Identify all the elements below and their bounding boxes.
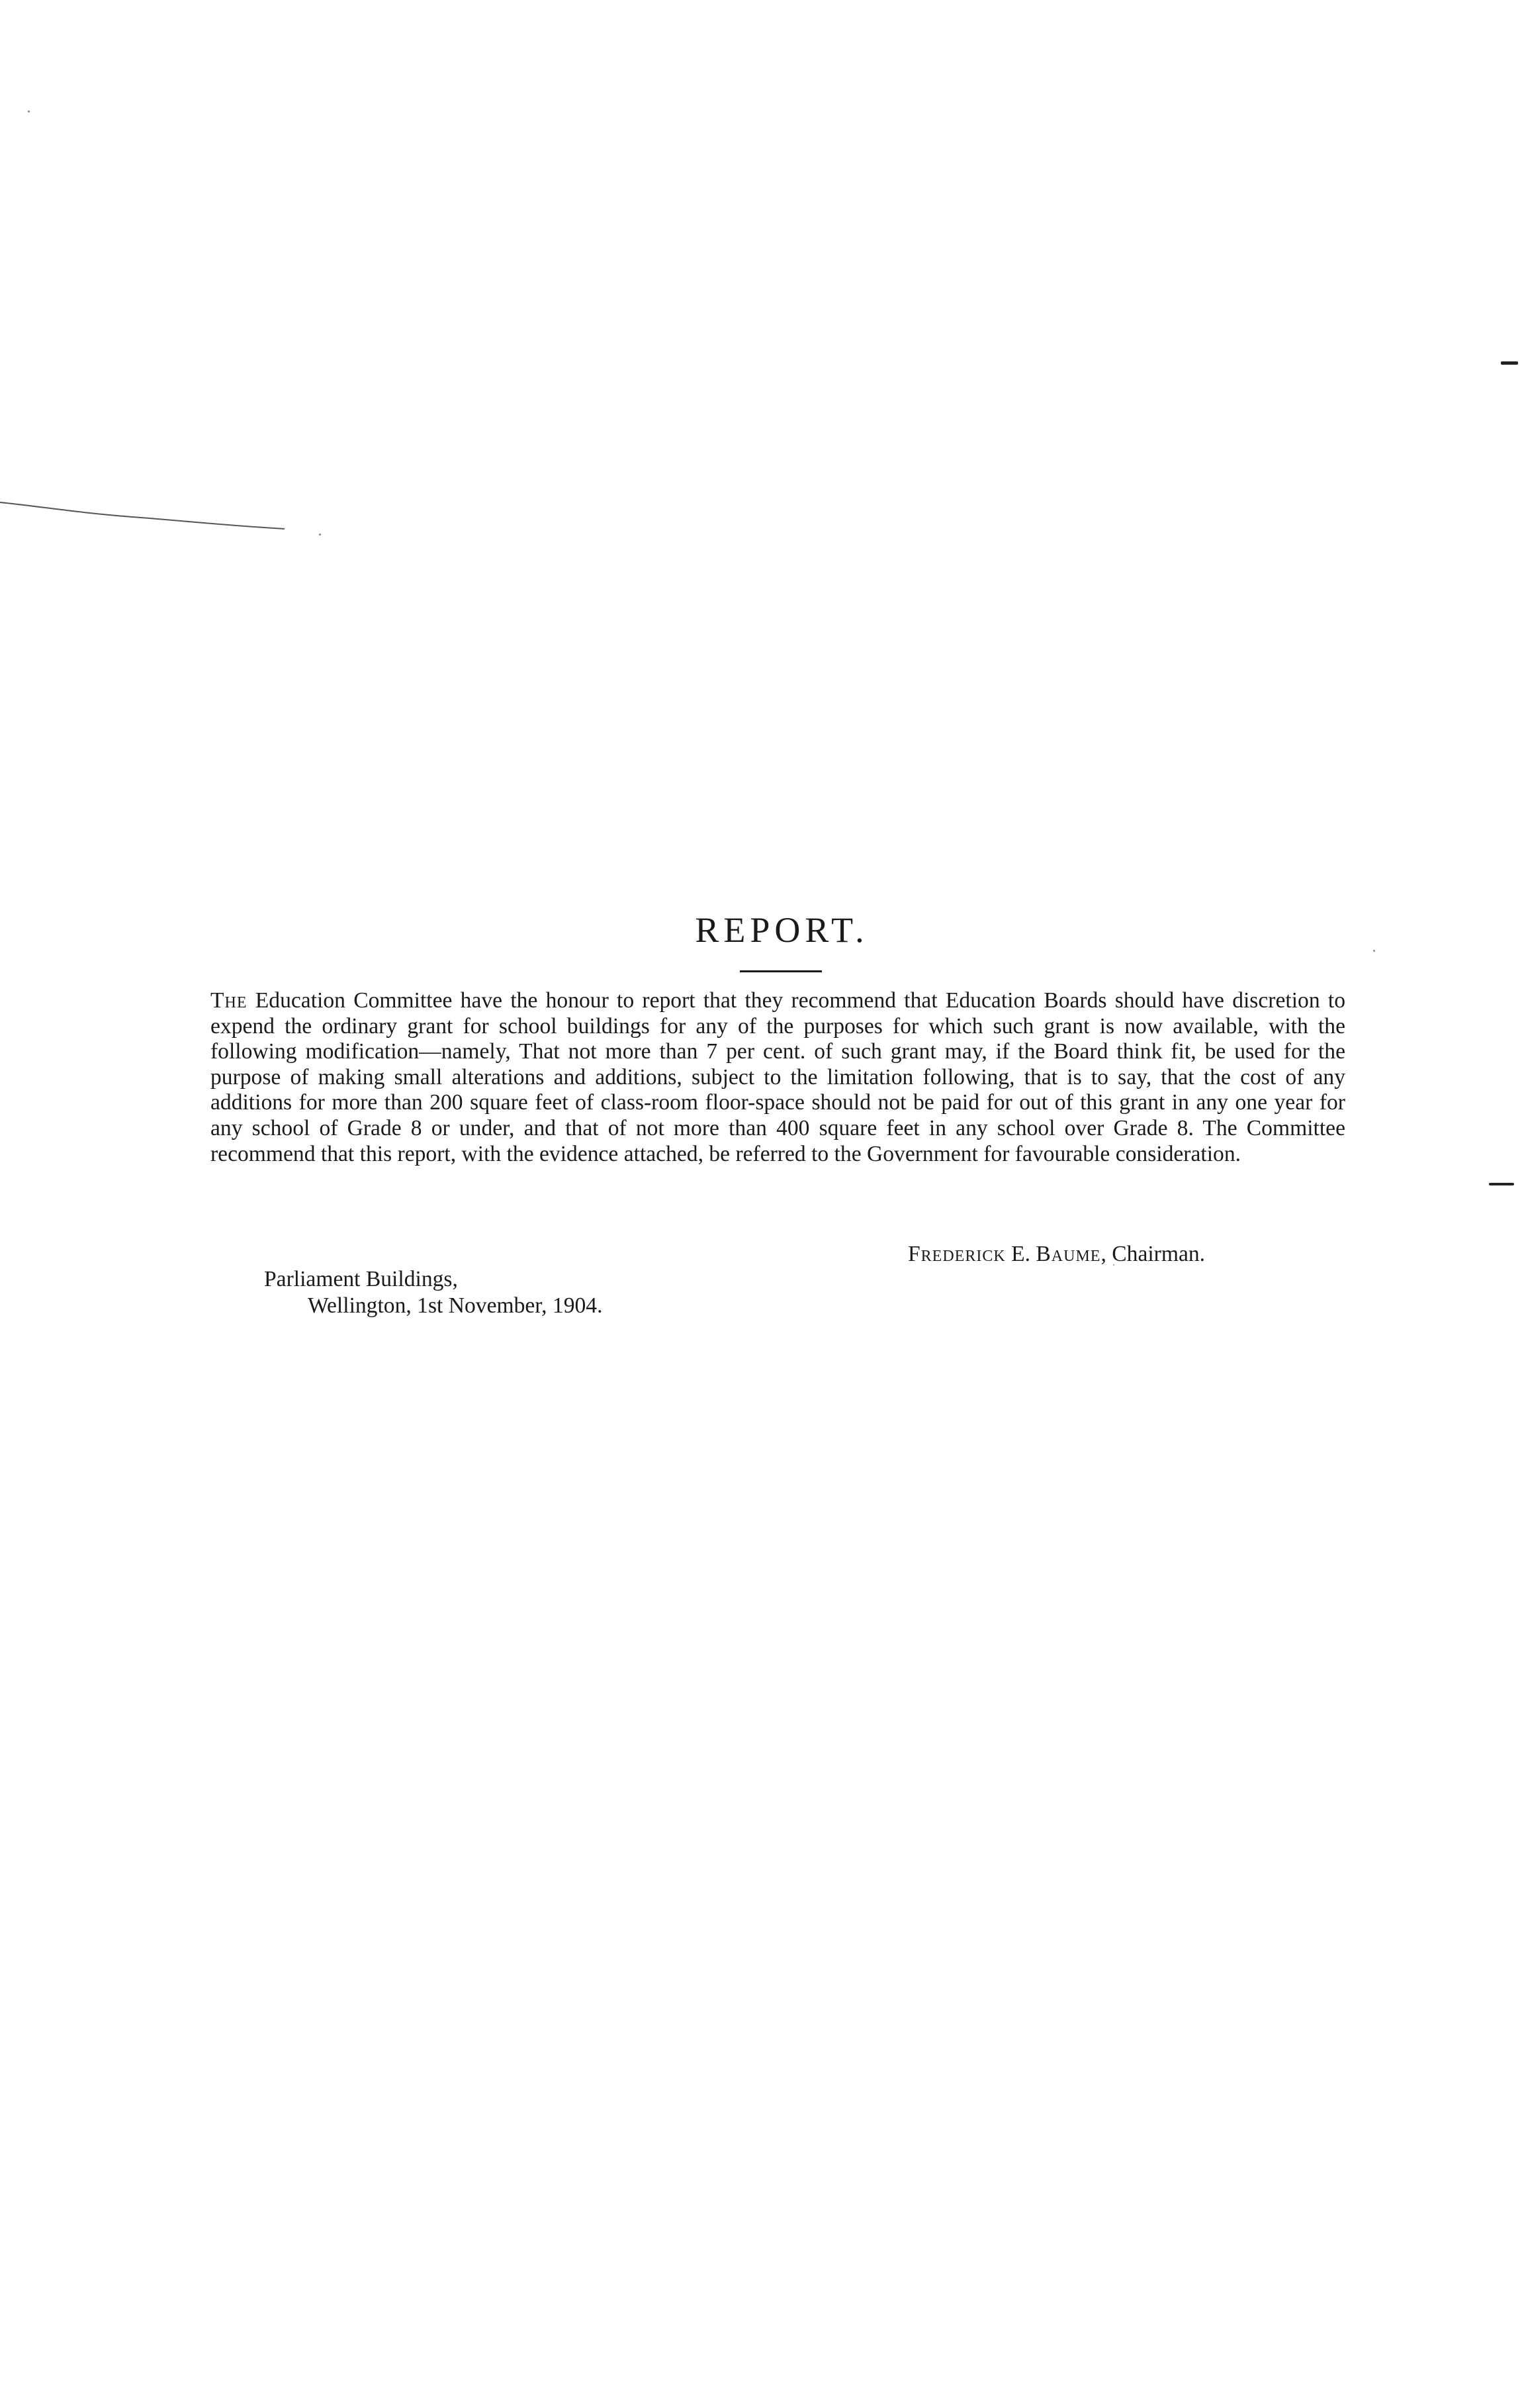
address-line-2: Wellington, 1st November, 1904. <box>308 1293 603 1318</box>
report-title: REPORT. <box>695 910 869 950</box>
scan-speck <box>319 533 321 535</box>
address-line-1: Parliament Buildings, <box>264 1267 458 1291</box>
report-body-lead: The <box>210 988 247 1013</box>
signature-role: , Chairman. <box>1100 1242 1206 1266</box>
signature-first-name: Frederick <box>908 1242 1006 1266</box>
address-block <box>264 1266 602 1319</box>
signature <box>908 1241 1205 1268</box>
signature-surname: Baume <box>1036 1242 1101 1266</box>
scan-speck <box>1373 950 1375 952</box>
report-body <box>210 988 1345 1167</box>
scan-artifact-line <box>0 500 291 532</box>
title-rule <box>740 970 822 972</box>
signature-initial: E. <box>1011 1242 1030 1266</box>
scan-edge-mark-top <box>1501 361 1518 365</box>
report-body-text: Education Committee have the honour to report that they recommend that Education Boards should have discretion to expend the ordinary grant for school buildings for any of the purposes for which such grant is now available, with the following modification—namely, That not more than 7 per cent. of such grant may, if the Board think fit, be used for the purpose of making small alterations and additions, subject to the limitation following, that is to say, that the cost of any additions for more than 200 square feet of class-room floor-space should not be paid for out of this grant in any one year for any school of Grade 8 or under, and that of not more than 400 square feet in any school over Grade 8. The Committee recommend that this report, with the evidence attached, be referred to the Government for favourable consideration. <box>210 988 1345 1166</box>
scan-edge-mark-middle <box>1489 1183 1514 1185</box>
scan-speck <box>28 111 30 113</box>
